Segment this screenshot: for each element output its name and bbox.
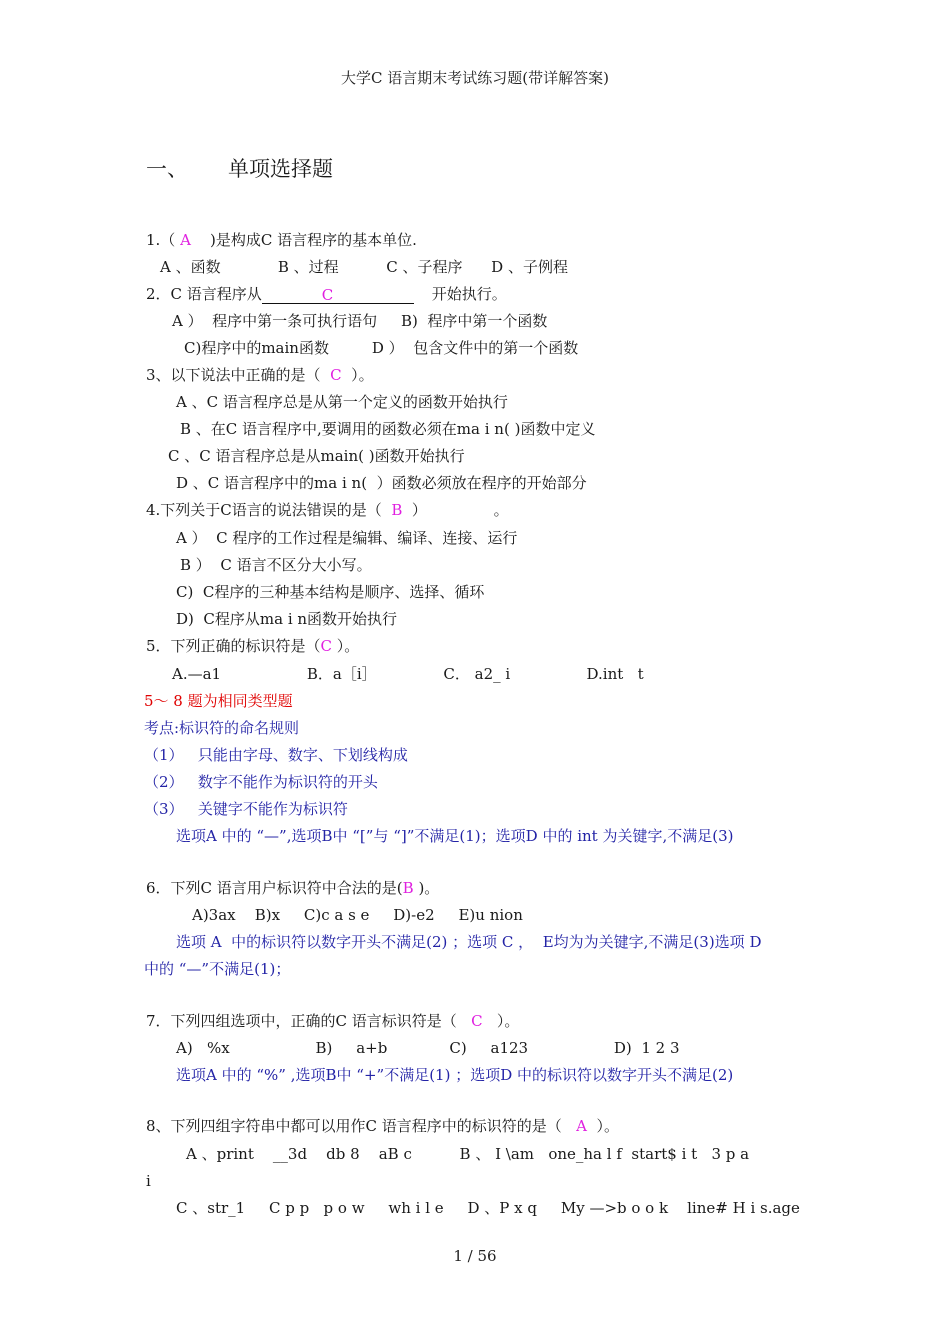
page-header: 大学C 语言期末考试练习题(带详解答案) <box>341 69 609 87</box>
question-3-text-end: ）。 <box>341 366 374 384</box>
question-8-options-line-3: C 、str_1 C p p p o w wh i l e D 、P x q My —>b o o k line# H i s.age <box>176 1199 800 1217</box>
question-4-option-b: B ） C 语言不区分大小写。 <box>180 556 372 574</box>
question-6-text-end: )。 <box>413 879 440 897</box>
rule-1: （1） 只能由字母、数字、下划线构成 <box>144 746 408 764</box>
answer-5: C <box>320 637 333 655</box>
section-text: 单项选择题 <box>228 157 333 181</box>
question-4-text: 4.下列关于C语言的说法错误的是（ <box>146 501 392 519</box>
answer-2: C <box>322 285 414 304</box>
question-5 <box>146 636 359 656</box>
page-number: 1 / 56 <box>453 1247 497 1265</box>
question-8-text: 8、下列四组字符串中都可以用作C 语言程序中的标识符的是（ <box>146 1117 577 1135</box>
question-3-text: 3、以下说法中正确的是（ <box>146 366 331 384</box>
note-range: 5～ 8 题为相同类型题 <box>144 692 293 710</box>
question-6-text: 6．下列C 语言用户标识符中合法的是( <box>146 879 403 897</box>
question-4 <box>146 500 509 520</box>
question-2-text: 2．C 语言程序从 <box>146 285 262 303</box>
question-5-text: 5．下列正确的标识符是（ <box>146 637 321 655</box>
explanation-6-line-2: 中的 “—”不满足(1)； <box>144 960 291 978</box>
question-3-option-d: D 、C 语言程序中的ma i n( ）函数必须放在程序的开始部分 <box>176 474 587 492</box>
question-3-option-b: B 、在C 语言程序中,要调用的函数必须在ma i n( )函数中定义 <box>180 420 596 438</box>
question-6 <box>146 878 439 898</box>
answer-4: B <box>391 501 403 519</box>
question-8-options-line-2: i <box>146 1172 151 1190</box>
answer-7: C <box>471 1012 483 1030</box>
rule-2: （2） 数字不能作为标识符的开头 <box>144 773 378 791</box>
question-7-text-end: ）。 <box>482 1012 520 1030</box>
question-6-options: A)3ax B)x C)c a s e D)-e2 E)u nion <box>192 906 523 924</box>
explanation-7: 选项A 中的 “%” ,选项B中 “+”不满足(1) ；选项D 中的标识符以数字开头不满足(2) <box>176 1066 734 1084</box>
question-4-option-c: C) C程序的三种基本结构是顺序、选择、循环 <box>176 583 485 601</box>
answer-6: B <box>402 879 414 897</box>
answer-3: C <box>330 366 342 384</box>
question-3 <box>146 365 374 385</box>
question-7 <box>146 1011 519 1031</box>
question-8-text-end: ）。 <box>586 1117 619 1135</box>
explanation-6-line-1: 选项 A 中的标识符以数字开头不满足(2) ；选项 C ， E均为为关键字,不满足(3)选项 D <box>176 933 762 951</box>
note-point: 考点:标识符的命名规则 <box>144 719 300 737</box>
question-1 <box>146 230 417 250</box>
question-5-text-end: ）。 <box>332 637 360 655</box>
section-number: 一、 <box>146 157 188 181</box>
answer-1: A <box>180 231 191 249</box>
question-7-options: A) %x B) a+b C) a123 D) 1 2 3 <box>176 1039 680 1057</box>
question-3-option-c: C 、C 语言程序总是从main( )函数开始执行 <box>168 447 465 465</box>
answer-2-blank-left <box>262 285 322 304</box>
question-5-options: A.—a1 B．a［i］ C． a2_ i D.int t <box>172 665 644 683</box>
explanation-5: 选项A 中的 “—”,选项B中 “[”与 “]”不满足(1)；选项D 中的 int 为关键字,不满足(3) <box>176 827 734 845</box>
question-1-text-end: )是构成C 语言程序的基本单位. <box>190 231 417 249</box>
rule-3: （3） 关键字不能作为标识符 <box>144 800 348 818</box>
question-4-text-end: ） 。 <box>402 501 509 519</box>
answer-8: A <box>576 1117 587 1135</box>
question-4-option-a: A ） C 程序的工作过程是编辑、编译、连接、运行 <box>176 529 518 547</box>
question-2-options-2: C)程序中的main函数 D ） 包含文件中的第一个函数 <box>184 339 579 357</box>
question-1-options: A 、函数 B 、过程 C 、子程序 D 、子例程 <box>160 258 568 276</box>
question-2-text-end: 开始执行。 <box>431 285 507 303</box>
question-8-options-line-1: A 、print __3d db 8 aB c B 、 I \am one_ha l f start$ i t 3 p a <box>186 1145 750 1163</box>
question-1-text: 1.（ <box>146 231 181 249</box>
question-8 <box>146 1116 619 1136</box>
section-title <box>146 155 333 183</box>
question-7-text: 7．下列四组选项中，正确的C 语言标识符是（ <box>146 1012 472 1030</box>
question-2 <box>146 284 507 304</box>
question-3-option-a: A 、C 语言程序总是从第一个定义的函数开始执行 <box>176 393 508 411</box>
question-2-options-1: A ） 程序中第一条可执行语句 B) 程序中第一个函数 <box>172 312 548 330</box>
question-4-option-d: D) C程序从ma i n函数开始执行 <box>176 610 398 628</box>
